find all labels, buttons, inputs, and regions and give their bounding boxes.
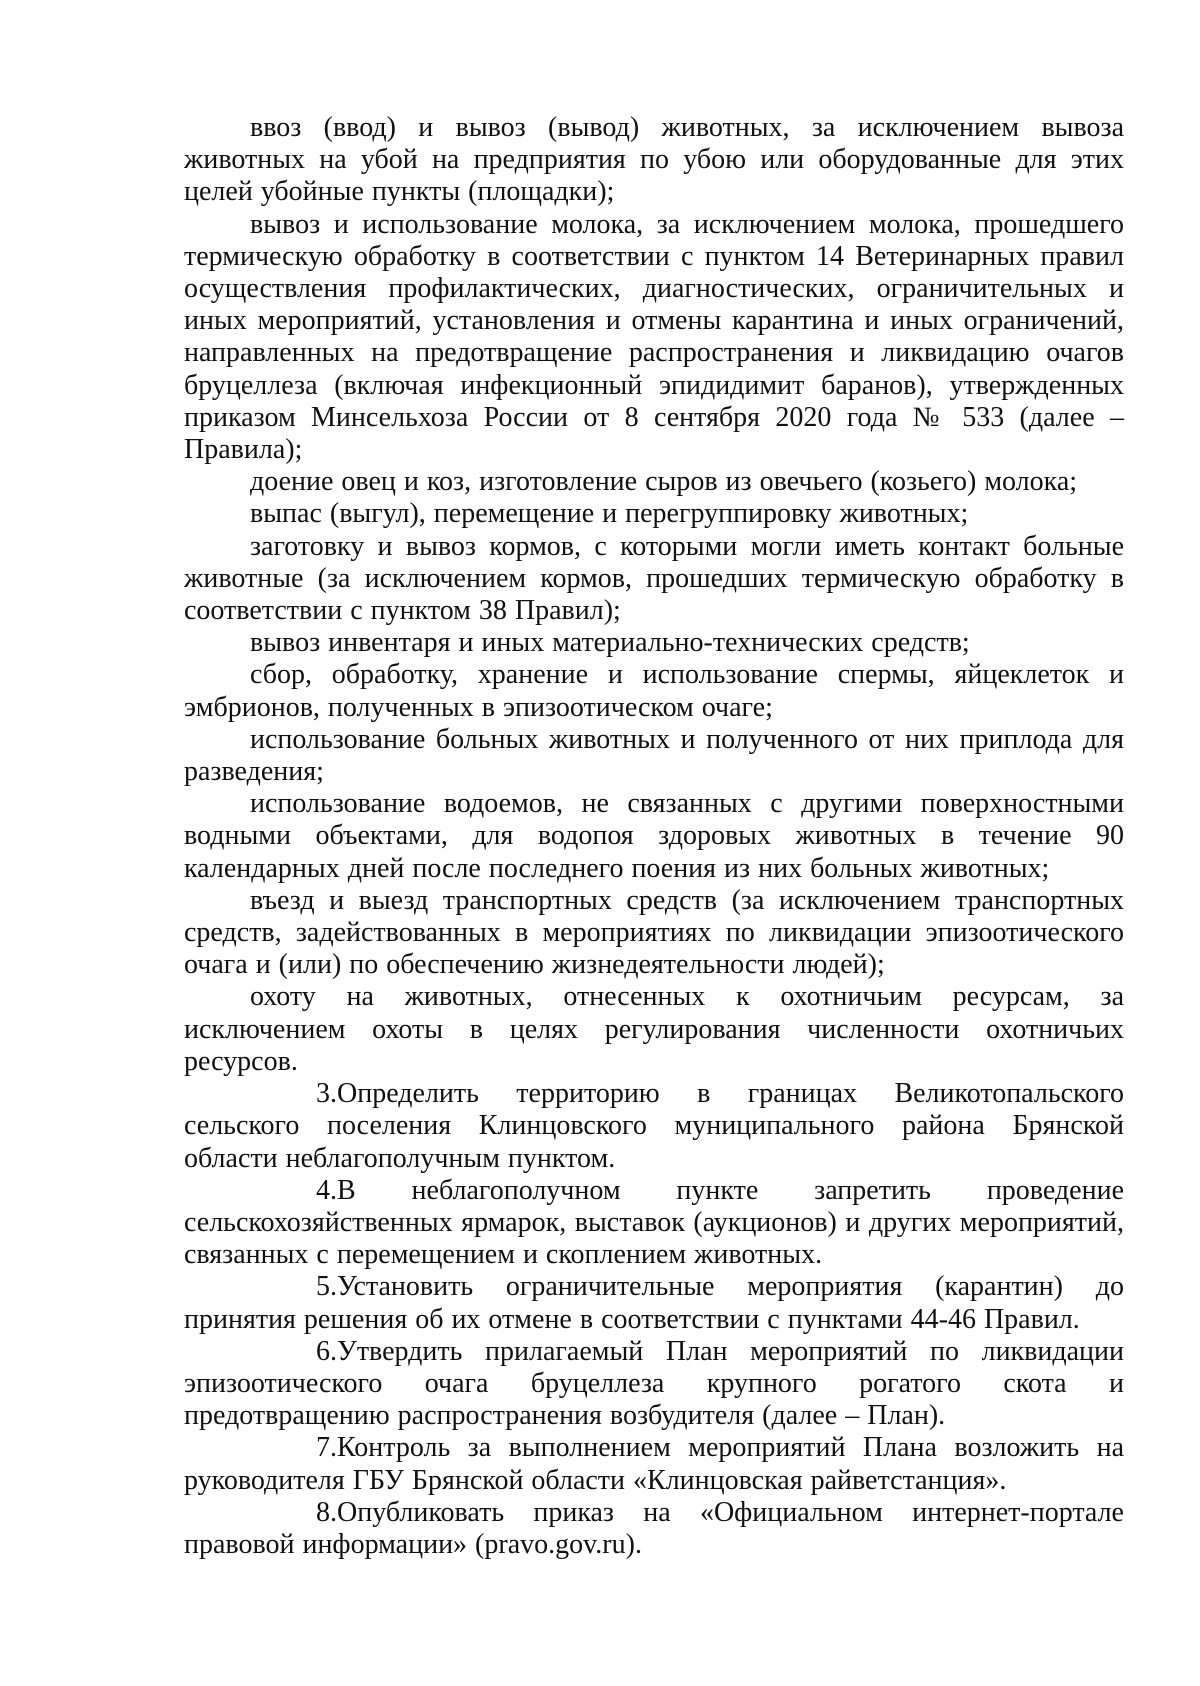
item-text: Контроль за выполнением мероприятий Плана возложить на руководителя ГБУ Брянской области «Клинцовская райветстанция». [184, 1432, 1124, 1496]
order-item-6 [184, 1336, 1124, 1433]
item-text: В неблагополучном пункте запретить проведение сельскохозяйственных ярмарок, выставок (аукционов) и других мероприятий, связанных с перемещением и скоплением животных. [184, 1174, 1124, 1271]
item-number: 6. [316, 1335, 337, 1367]
restriction-feed: заготовку и вывоз кормов, с которыми могли иметь контакт больные животные (за исключением кормов, прошедших термическую обработку в соответствии с пунктом 38 Правил); [184, 530, 1124, 627]
item-number: 8. [316, 1496, 337, 1528]
item-text: Определить территорию в границах Великотопальского сельского поселения Клинцовского муниципального района Брянской области неблагополучным пунктом. [184, 1078, 1124, 1174]
order-item-3 [184, 1078, 1124, 1175]
restriction-milking: доение овец и коз, изготовление сыров из овечьего (козьего) молока; [250, 466, 1078, 498]
order-item-8 [184, 1497, 1124, 1561]
item-number: 7. [316, 1432, 337, 1464]
item-text: Утвердить прилагаемый План мероприятий по ликвидации эпизоотического очага бруцеллеза крупного рогатого скота и предотвращению распространения возбудителя (далее – План). [184, 1335, 1124, 1432]
restriction-milk: вывоз и использование молока, за исключением молока, прошедшего термическую обработку в соответствии с пунктом 14 Ветеринарных правил осуществления профилактических, диагностических, ограничительных и иных мероприятий, установления и отмены карантина и иных ограничений, направленных на предотвращение распространения и ликвидацию очагов бруцеллеза (включая инфекционный эпидидимит баранов), утвержденных приказом Минсельхоза России от 8 сентября 2020 года № 533 (далее – Правила); [184, 208, 1124, 466]
item-text: Опубликовать приказ на «Официальном интернет-портале правовой информации» (pravo.gov.ru). [184, 1496, 1124, 1560]
restriction-equipment: вывоз инвентаря и иных материально-технических средств; [250, 627, 970, 659]
item-number: 3. [316, 1078, 337, 1110]
order-item-7 [184, 1432, 1124, 1496]
item-text: Установить ограничительные мероприятия (карантин) до принятия решения об их отмене в соответствии с пунктами 44-46 Правил. [184, 1271, 1124, 1335]
restriction-vehicles: въезд и выезд транспортных средств (за исключением транспортных средств, задействованных в мероприятиях по ликвидации эпизоотического очага и (или) по обеспечению жизнедеятельности людей); [184, 884, 1124, 981]
item-number: 4. [316, 1174, 337, 1206]
document-body [184, 112, 1124, 1561]
restriction-sperm-embryos: сбор, обработку, хранение и использование спермы, яйцеклеток и эмбрионов, полученных в эпизоотическом очаге; [184, 659, 1124, 723]
restriction-grazing: выпас (выгул), перемещение и перегруппировку животных; [250, 498, 969, 530]
order-item-4 [184, 1175, 1124, 1272]
order-item-5 [184, 1271, 1124, 1335]
restriction-import-export: ввоз (ввод) и вывоз (вывод) животных, за исключением вывоза животных на убой на предприятия по убою или оборудованные для этих целей убойные пункты (площадки); [184, 112, 1124, 208]
restriction-breeding: использование больных животных и полученного от них приплода для разведения; [184, 723, 1124, 788]
item-number: 5. [316, 1271, 337, 1303]
restriction-water-bodies: использование водоемов, не связанных с другими поверхностными водными объектами, для водопоя здоровых животных в течение 90 календарных дней после последнего поения из них больных животных; [184, 788, 1124, 884]
restriction-hunting: охоту на животных, отнесенных к охотничьим ресурсам, за исключением охоты в целях регулирования численности охотничьих ресурсов. [184, 981, 1124, 1077]
